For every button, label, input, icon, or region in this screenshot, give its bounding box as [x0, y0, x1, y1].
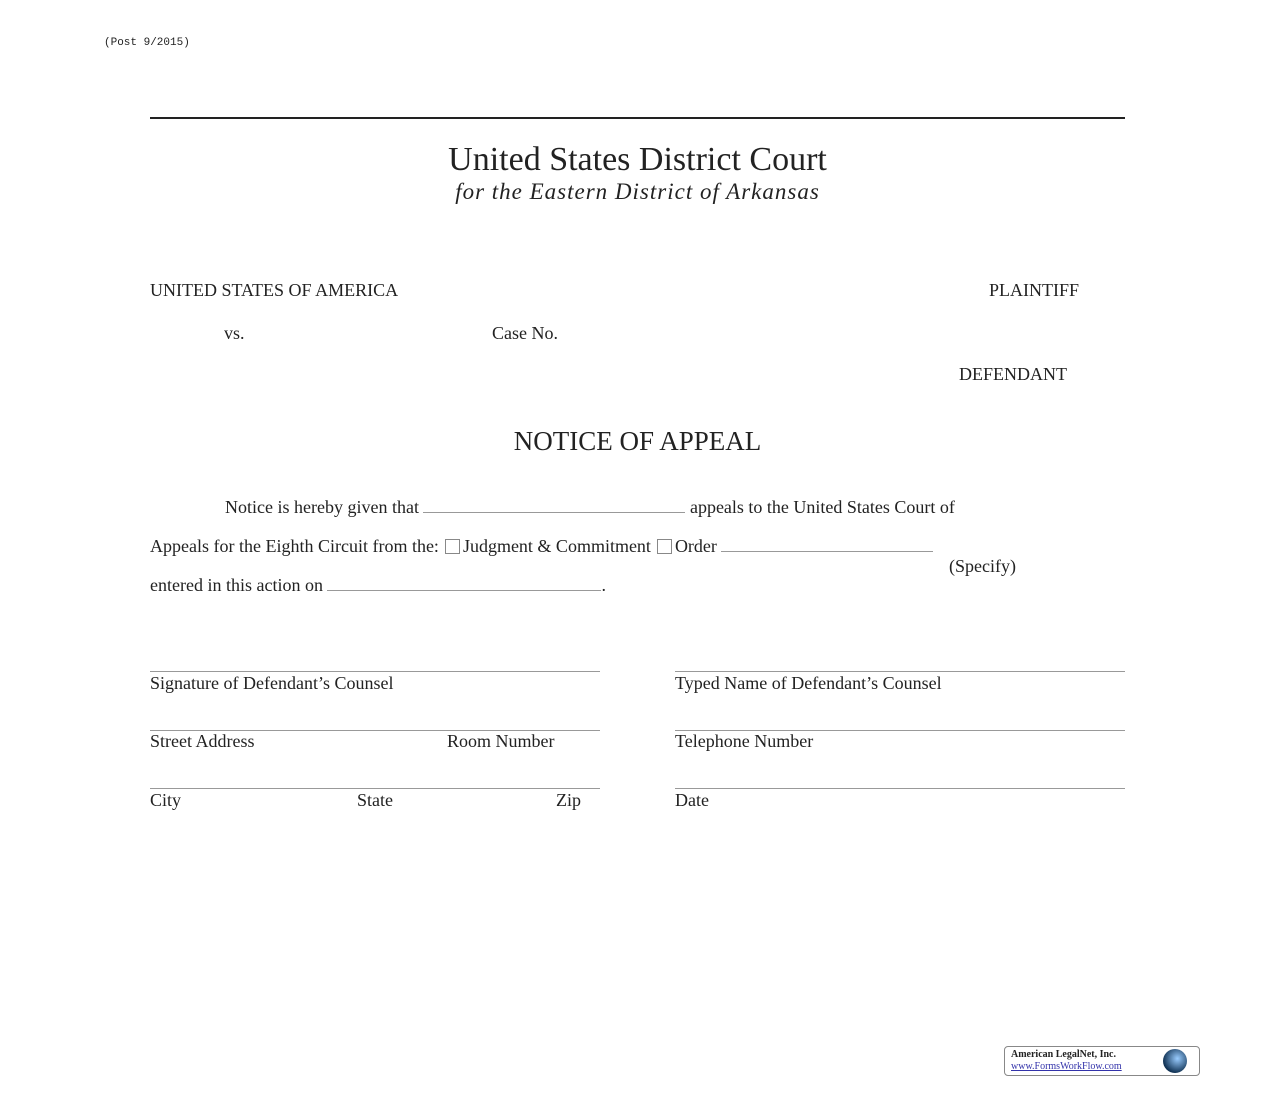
entry-date-field[interactable]: [327, 578, 601, 591]
plaintiff-label: PLAINTIFF: [989, 280, 1080, 300]
header-rule: [150, 117, 1125, 119]
vs-label: vs.: [224, 323, 245, 343]
defendant-label: DEFENDANT: [959, 364, 1067, 384]
order-checkbox[interactable]: [657, 539, 672, 554]
revision-note: (Post 9/2015): [104, 37, 190, 49]
typed-name-label: Typed Name of Defendant’s Counsel: [675, 673, 942, 693]
paragraph-line-2: [150, 536, 933, 557]
case-no-label: Case No.: [492, 323, 558, 343]
room-label: Room Number: [447, 731, 555, 751]
notice-text: Notice is hereby given that: [225, 497, 419, 517]
state-label: State: [357, 790, 393, 810]
company-name: American LegalNet, Inc.: [1011, 1049, 1116, 1060]
period: .: [601, 575, 606, 595]
date-field[interactable]: [675, 788, 1125, 789]
typed-name-field[interactable]: [675, 671, 1125, 672]
district-name: for the Eastern District of Arkansas: [455, 179, 820, 204]
judgment-label: Judgment & Commitment: [462, 536, 651, 556]
phone-label: Telephone Number: [675, 731, 814, 751]
signature-label: Signature of Defendant’s Counsel: [150, 673, 394, 693]
judgment-checkbox[interactable]: [445, 539, 460, 554]
order-label: Order: [674, 536, 717, 556]
entered-text: entered in this action on: [150, 575, 323, 595]
city-label: City: [150, 790, 182, 810]
city-state-zip-field[interactable]: [150, 788, 600, 789]
paragraph-line-3: [150, 575, 606, 596]
signature-field[interactable]: [150, 671, 600, 672]
globe-icon: [1163, 1049, 1187, 1073]
company-url[interactable]: www.FormsWorkFlow.com: [1011, 1061, 1122, 1072]
legalnet-logo[interactable]: [1004, 1046, 1200, 1076]
paragraph-line-1: [225, 497, 955, 518]
specify-label: (Specify): [949, 556, 1016, 576]
document-title: NOTICE OF APPEAL: [513, 426, 762, 456]
date-label: Date: [675, 790, 709, 810]
zip-label: Zip: [556, 790, 581, 810]
order-specify-field[interactable]: [721, 539, 933, 552]
street-label: Street Address: [150, 731, 255, 751]
appeals-from-text: Appeals for the Eighth Circuit from the:: [150, 536, 439, 556]
appeals-text: appeals to the United States Court of: [689, 497, 955, 517]
appellant-name-field[interactable]: [423, 500, 685, 513]
plaintiff-name: UNITED STATES OF AMERICA: [150, 280, 399, 300]
court-name: United States District Court: [448, 141, 827, 178]
